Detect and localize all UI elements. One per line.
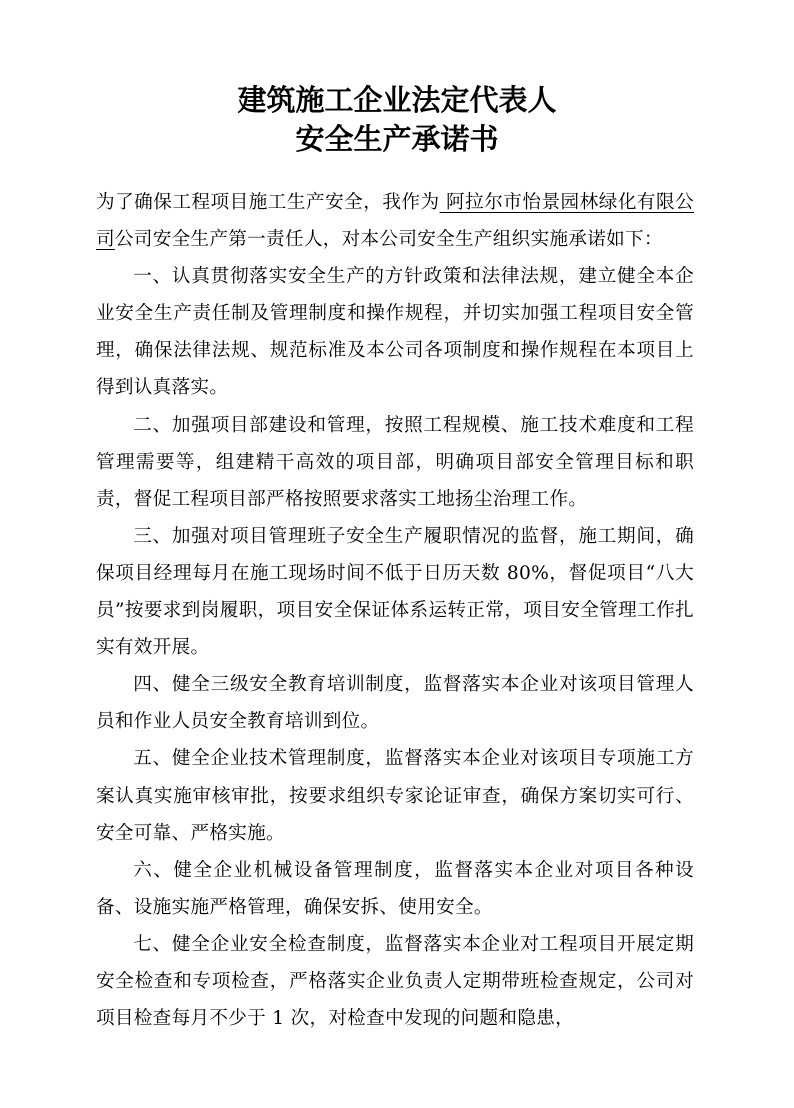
intro-paragraph	[96, 184, 694, 258]
commitment-item-2: 二、加强项目部建设和管理，按照工程规模、施工技术难度和工程管理需要等，组建精干高效的项目部，明确项目部安全管理目标和职责，督促工程项目部严格按照要求落实工地扬尘治理工作。	[96, 414, 694, 510]
intro-suffix: 公司安全生产第一责任人，对本公司安全生产组织实施承诺如下：	[114, 229, 663, 251]
commitment-item-5: 五、健全企业技术管理制度，监督落实本企业对该项目专项施工方案认真实施审核审批，按要求组织专家论证审查，确保方案切实可行、安全可靠、严格实施。	[96, 748, 694, 844]
commitment-item-3: 三、加强对项目管理班子安全生产履职情况的监督，施工期间，确保项目经理每月在施工现场时间不低于日历天数 80%，督促项目“八大员”按要求到岗履职，项目安全保证体系运转正常，项目安全管理工作扎实有效开展。	[96, 525, 694, 659]
commitment-item-7: 七、健全企业安全检查制度，监督落实本企业对工程项目开展定期安全检查和专项检查，严格落实企业负责人定期带班检查规定，公司对项目检查每月不少于 1 次，对检查中发现的问题和隐患，	[96, 933, 694, 1030]
commitment-item-1: 一、认真贯彻落实安全生产的方针政策和法律法规，建立健全本企业安全生产责任制及管理制度和操作规程，并切实加强工程项目安全管理，确保法律法规、规范标准及本公司各项制度和操作规程在本项目上得到认真落实。	[96, 266, 694, 399]
document-title-line1: 建筑施工企业法定代表人	[237, 83, 557, 117]
company-name: 阿拉尔市怡景园林绿化有限公司	[96, 192, 694, 251]
document-title-line2: 安全生产承诺书	[295, 122, 499, 156]
commitment-item-4: 四、健全三级安全教育培训制度，监督落实本企业对该项目管理人员和作业人员安全教育培训到位。	[96, 674, 694, 733]
commitment-item-6: 六、健全企业机械设备管理制度，监督落实本企业对项目各种设备、设施实施严格管理，确保安拆、使用安全。	[96, 859, 694, 918]
intro-prefix: 为了确保工程项目施工生产安全，我作为	[96, 192, 440, 213]
document-body	[96, 184, 694, 1037]
